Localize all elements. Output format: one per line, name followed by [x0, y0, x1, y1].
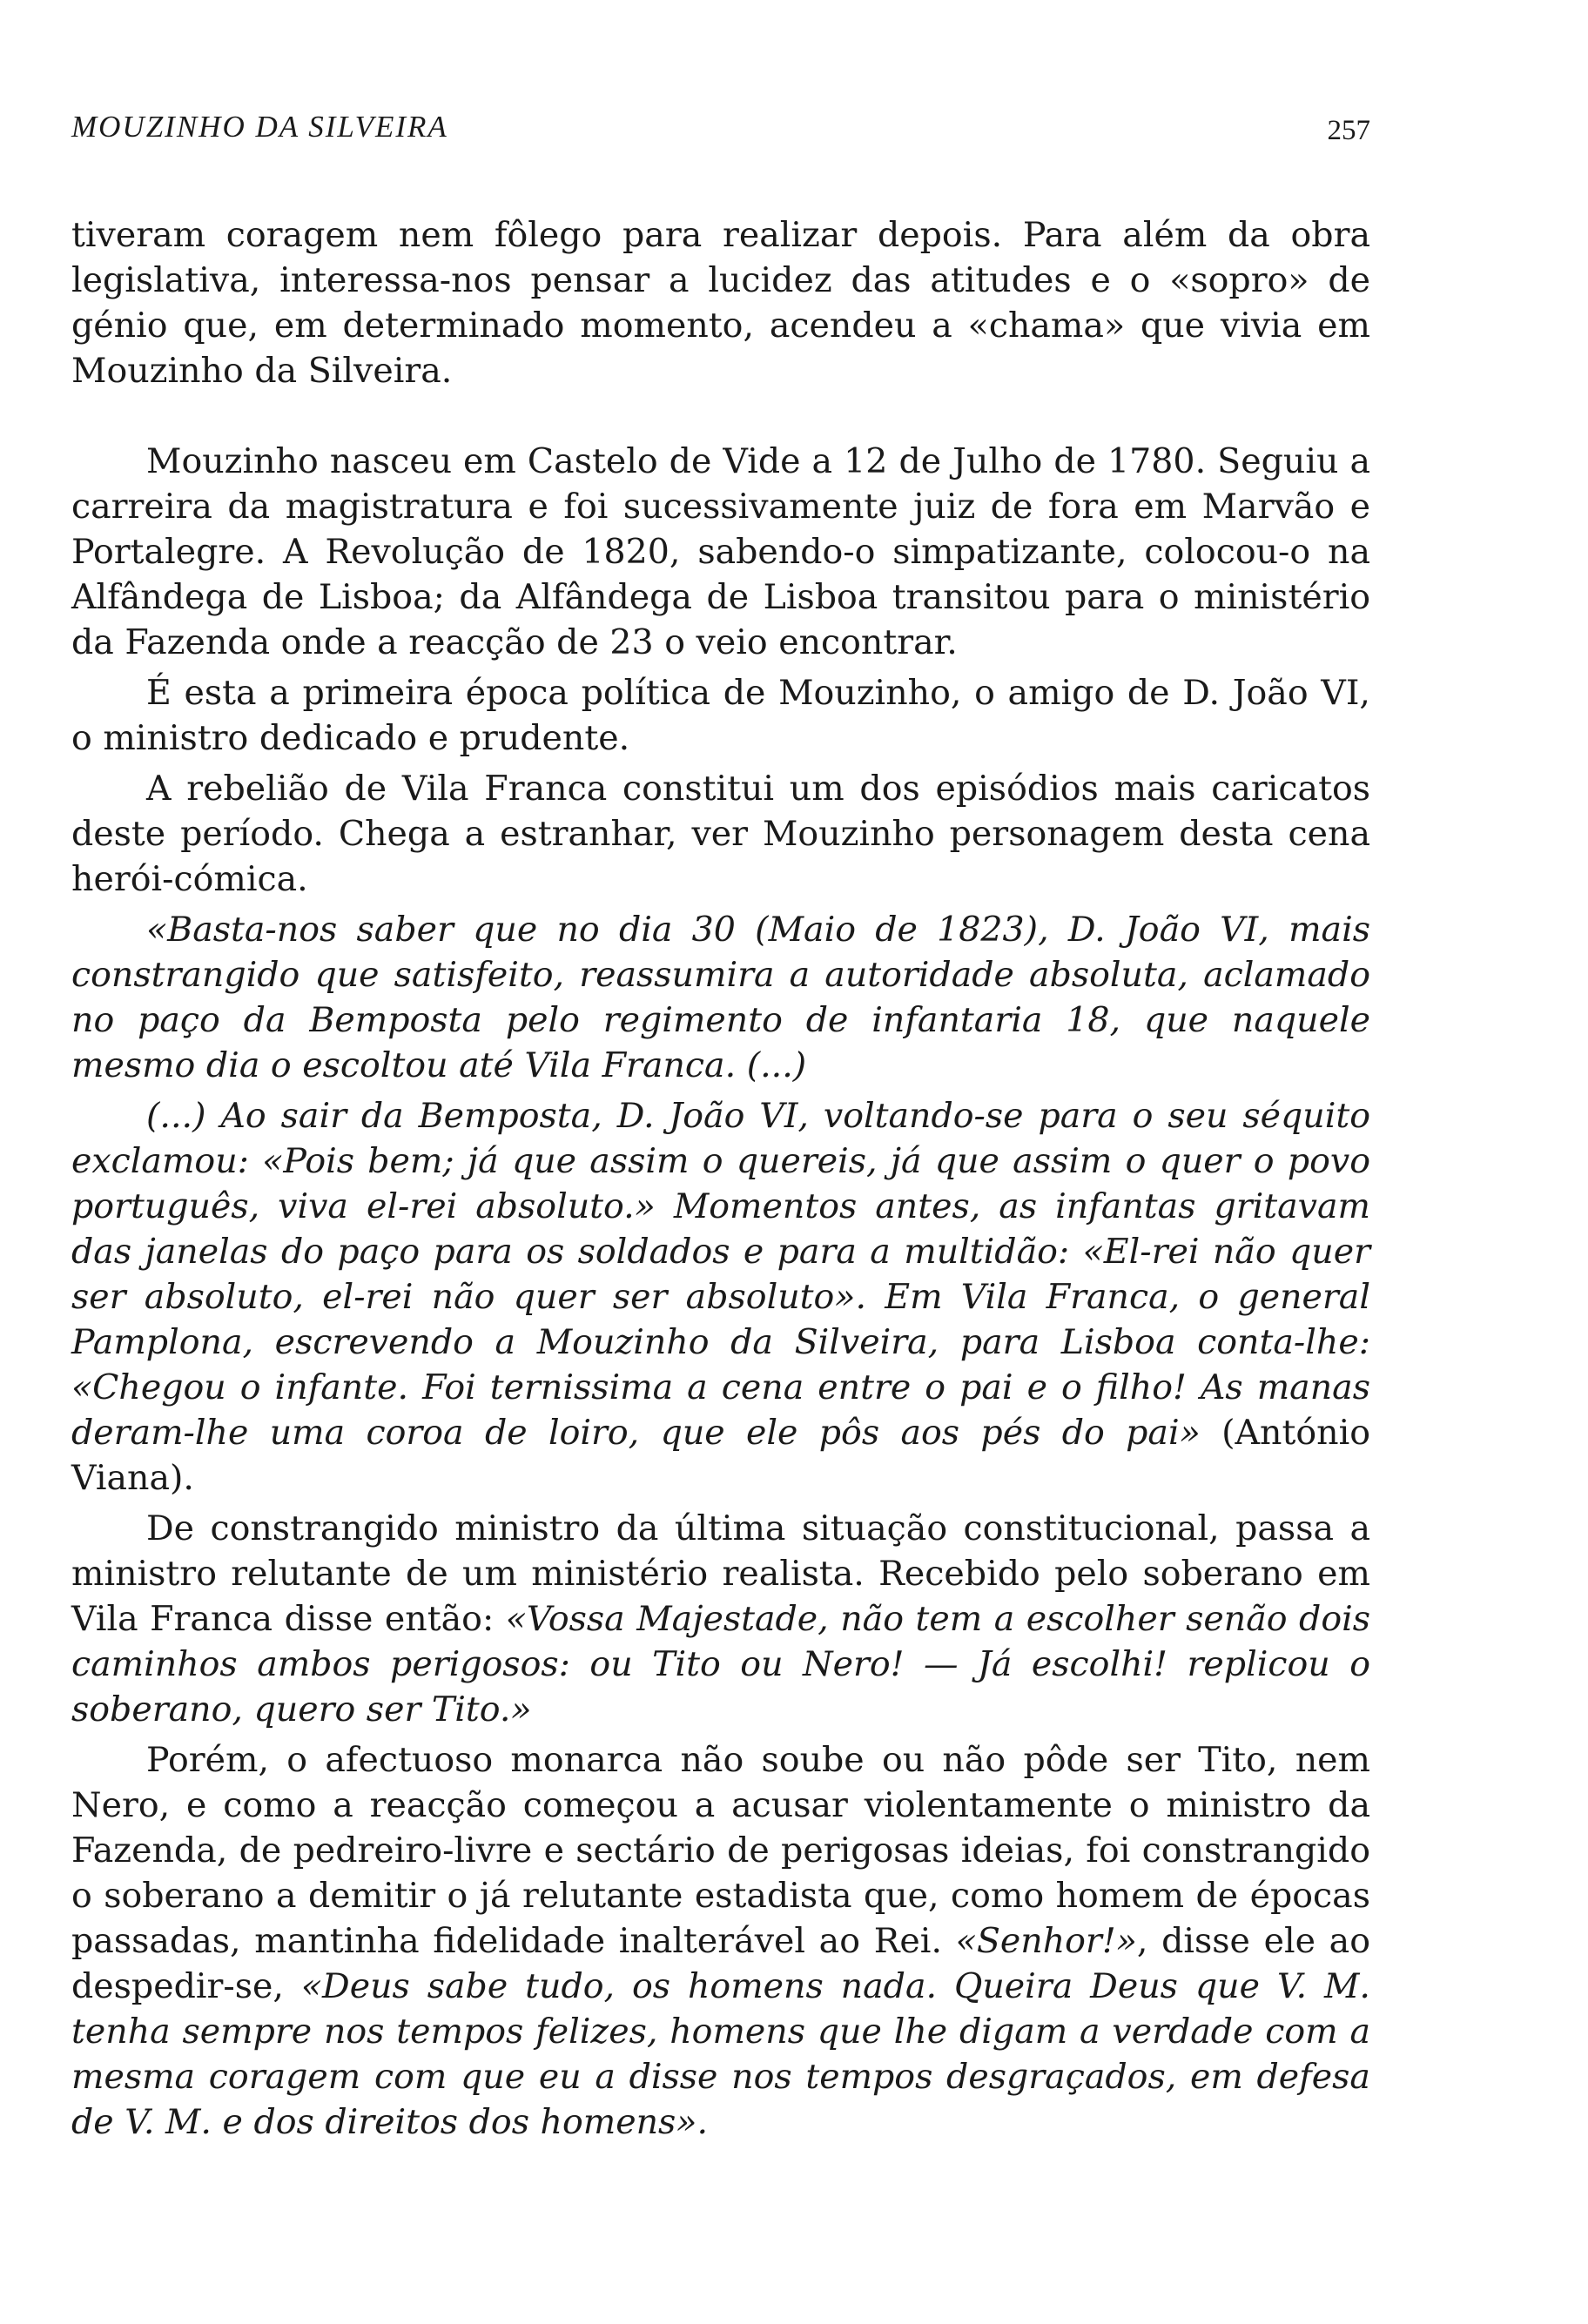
paragraph-quote-basta: «Basta-nos saber que no dia 30 (Maio de 1823), D. João VI, mais constrangido que satisfeito, reassumira a autoridade absoluta, aclamado no paço da Bemposta pelo regimento de infantaria 18, que naquele mesmo dia o escoltou até Vila Franca. (...): [71, 910, 1370, 1085]
document-page: [71, 0, 1370, 2324]
paragraph-first-epoch: É esta a primeira época política de Mouzinho, o amigo de D. João VI, o ministro dedicado e prudente.: [71, 673, 1370, 758]
quote-bemposta-text: (...) Ao sair da Bemposta, D. João VI, voltando-se para o seu séquito exclamou: «Pois bem; já que assim o quereis, já que assim o quer o povo português, viva el-rei absoluto.» Momentos antes, as infantas gritavam das janelas do paço para os soldados e para a multidão: «El-rei não quer ser absoluto, el-rei não quer ser absoluto». Em Vila Franca, o general Pamplona, escrevendo a Mouzinho da Silveira, para Lisboa conta-lhe: «Chegou o infante. Foi ternissima a cena entre o pai e o filho! As manas deram-lhe uma coroa de loiro, que ele pôs aos pés do pai»: [71, 1096, 1370, 1453]
paragraph-biography: Mouzinho nasceu em Castelo de Vide a 12 de Julho de 1780. Seguiu a carreira da magistratura e foi sucessivamente juiz de fora em Marvão e Portalegre. A Revolução de 1820, sabendo-o simpatizante, colocou-o na Alfândega de Lisboa; da Alfândega de Lisboa transitou para o ministério da Fazenda onde a reacção de 23 o veio encontrar.: [71, 441, 1370, 662]
farewell-quote: «Deus sabe tudo, os homens nada. Queira Deus que V. M. tenha sempre nos tempos felizes, homens que lhe digam a verdade com a mesma coragem com que eu a disse nos tempos desgraçados, em defesa de V. M. e dos direitos dos homens».: [71, 1966, 1370, 2142]
tito-nero-quote: «Vossa Majestade, não tem a escolher senão dois caminhos ambos perigosos: ou Tito ou Nero! — Já escolhi! replicou o soberano, quero ser Tito.»: [71, 1599, 1371, 1730]
senhor-quote: «Senhor!»: [955, 1921, 1137, 1961]
body-text: [71, 212, 1370, 2145]
page-number: 257: [1327, 115, 1370, 146]
dismissal-text: Porém, o afectuoso monarca não soube ou não pôde ser Tito, nem Nero, e como a reacção começou a acusar violentamente o ministro da Fazenda, de pedreiro-livre e sectário de perigosas ideias, foi constrangido o soberano a demitir o já relutante estadista que, como homem de épocas passadas, mantinha fidelidade inalterável ao Rei.: [71, 1740, 1370, 1961]
running-header: [71, 103, 1370, 155]
quote-attribution: (António Viana).: [71, 1413, 1370, 1498]
paragraph-minister: [71, 1506, 1370, 1732]
paragraph-quote-bemposta: [71, 1093, 1370, 1501]
paragraph-dismissal: [71, 1737, 1370, 2145]
dismissal-connector: , disse ele ao despedir-se,: [71, 1921, 1370, 2006]
paragraph-continuation: tiveram coragem nem fôlego para realizar depois. Para além da obra legislativa, interessa-nos pensar a lucidez das atitudes e o «sopro» de génio que, em determinado momento, acendeu a «chama» que vivia em Mouzinho da Silveira.: [71, 215, 1370, 391]
running-title: MOUZINHO DA SILVEIRA: [71, 110, 448, 144]
minister-text: De constrangido ministro da última situação constitucional, passa a ministro relutante de um ministério realista. Recebido pelo soberano em Vila Franca disse então:: [71, 1508, 1370, 1639]
paragraph-vila-franca: A rebelião de Vila Franca constitui um dos episódios mais caricatos deste período. Chega a estranhar, ver Mouzinho personagem desta cena herói-cómica.: [71, 769, 1370, 899]
